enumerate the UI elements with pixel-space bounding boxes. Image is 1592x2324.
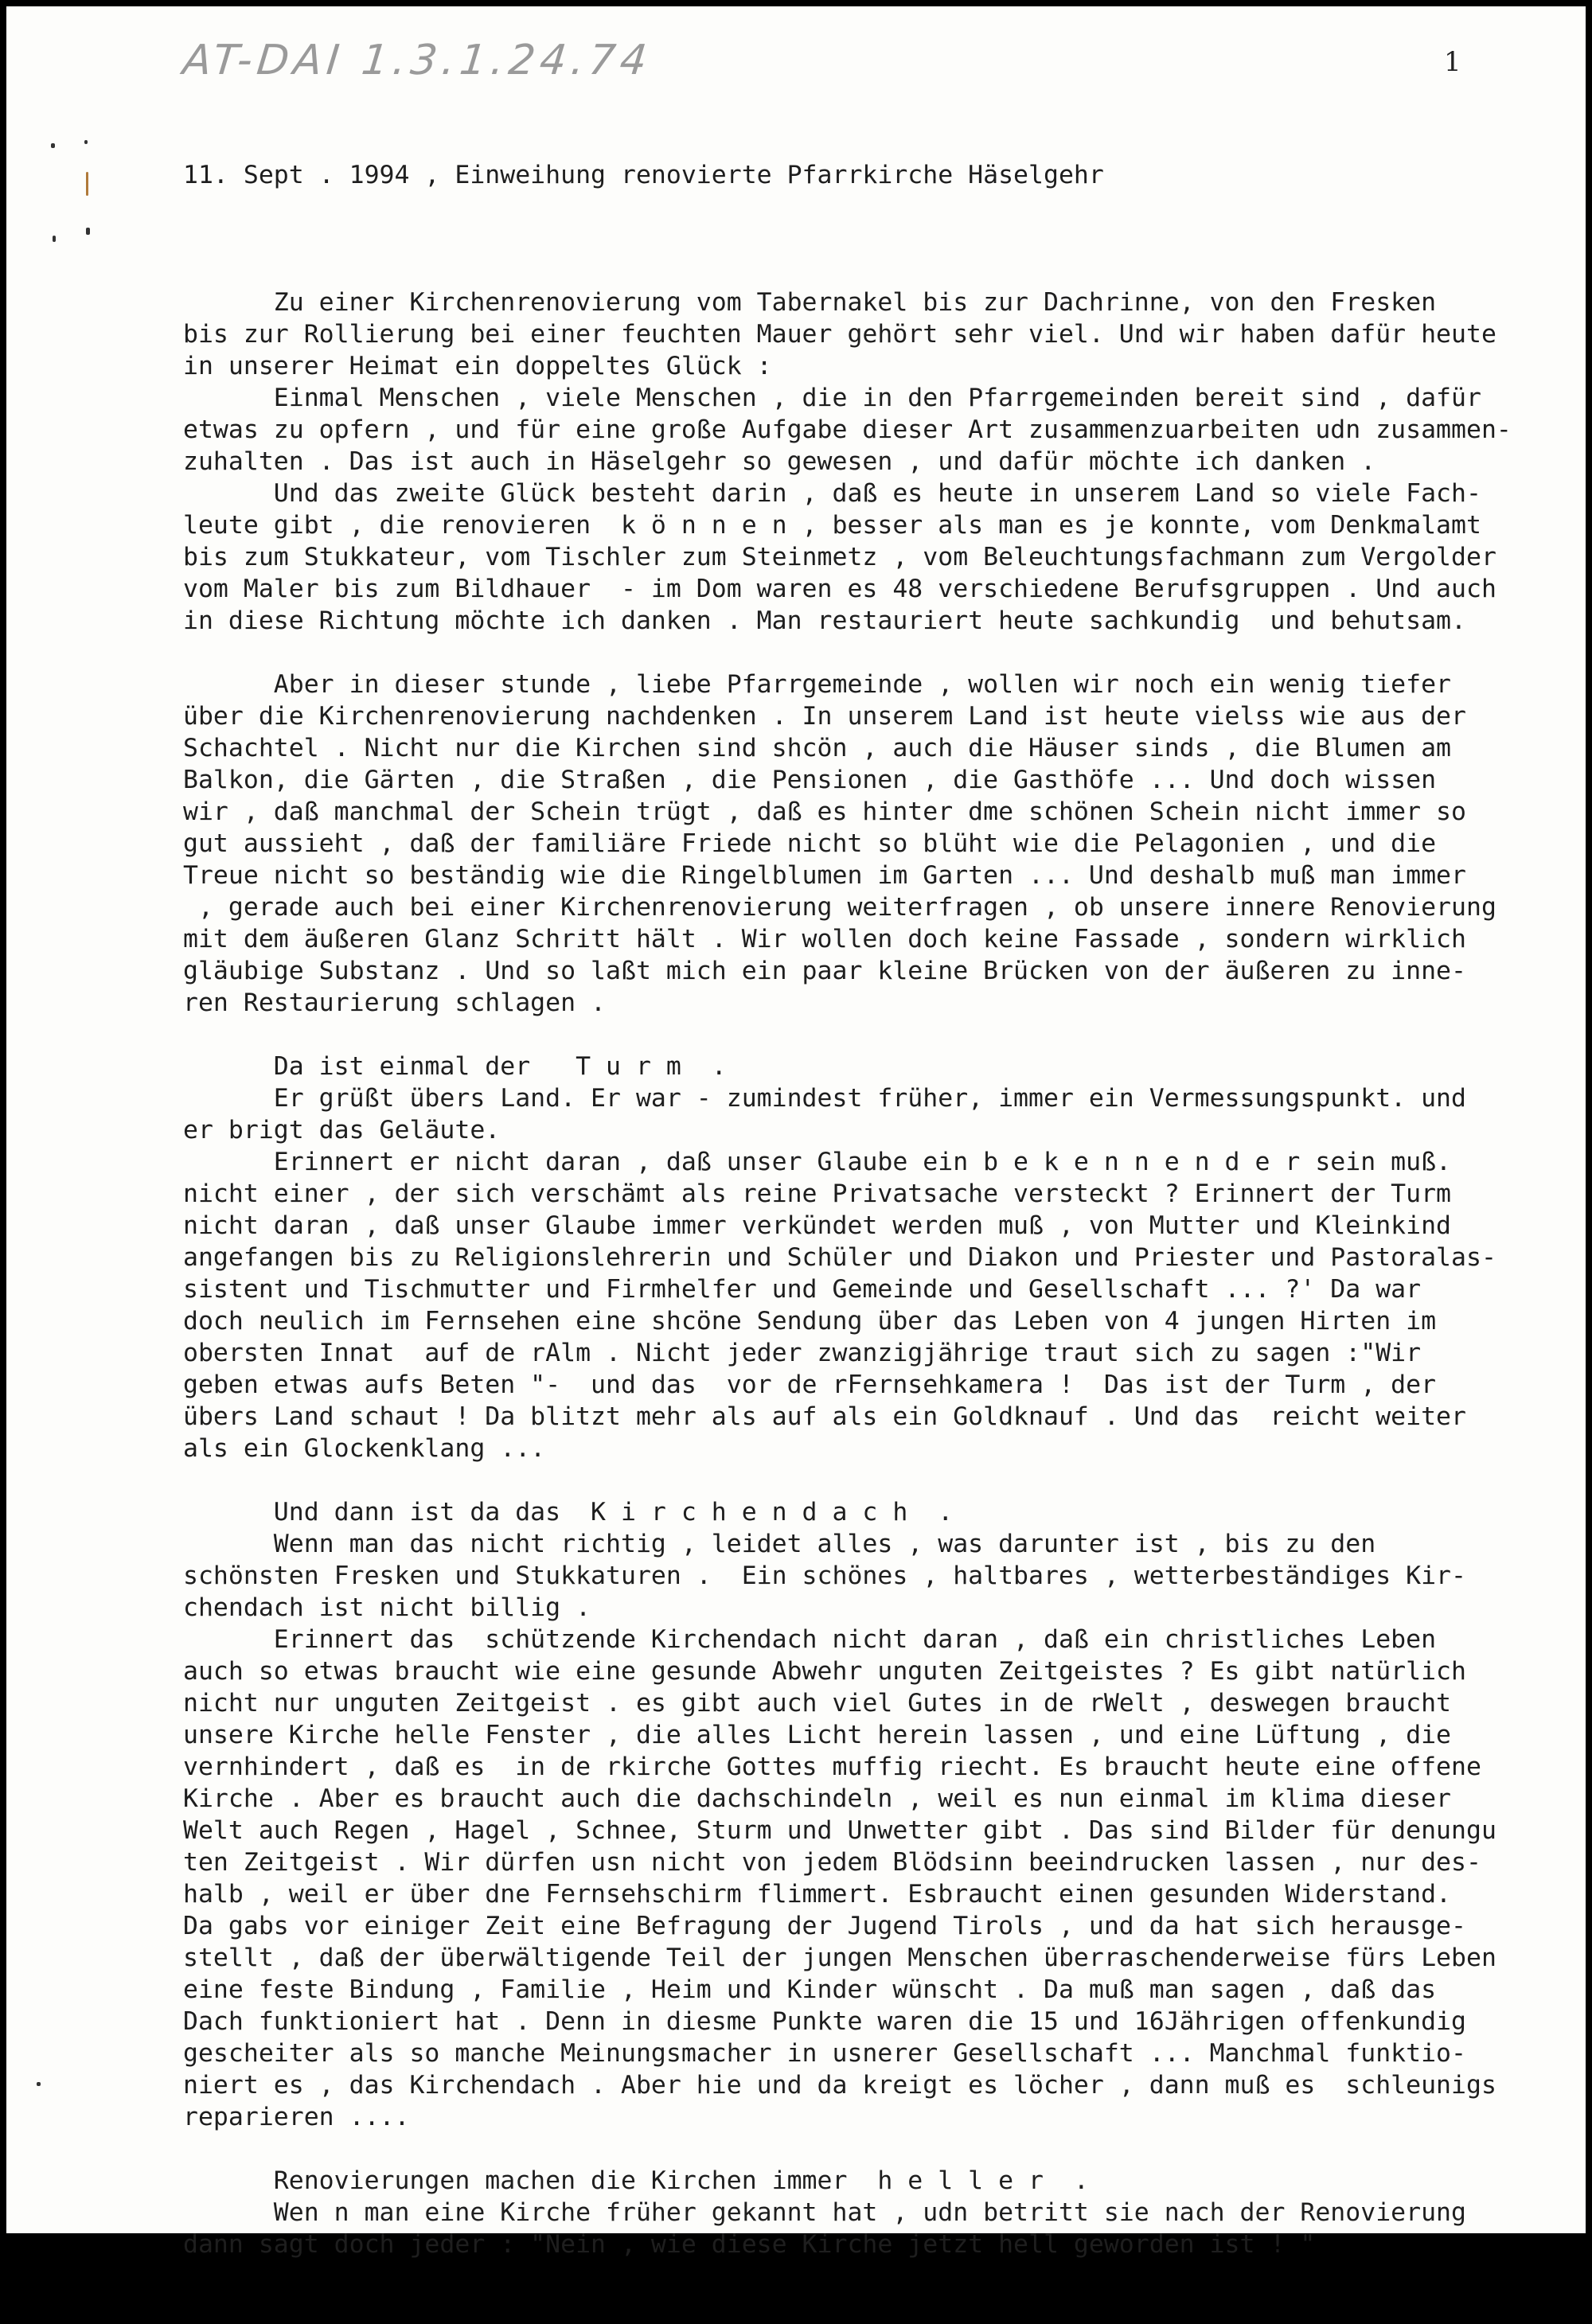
margin-mark [51,143,55,148]
text-line: sistent und Tischmutter und Firmhelfer und Gemeinde und Gesellschaft ... ?' Da war [183,1275,1422,1304]
text-line: Renovierungen machen die Kirchen immer h e l l e r . [183,2166,1089,2195]
text-line: Treue nicht so beständig wie die Ringelblumen im Garten ... Und deshalb muß man immer [183,861,1466,890]
text-line: nicht daran , daß unser Glaube immer verkündet werden muß , von Mutter und Kleinkind [183,1211,1452,1240]
text-line: in diese Richtung möchte ich danken . Man restauriert heute sachkundig und behutsam. [183,606,1466,635]
text-line: geben etwas aufs Beten "- und das vor de rFernsehkamera ! Das ist der Turm , der [183,1371,1437,1399]
margin-mark [86,228,90,235]
text-line: Kirche . Aber es braucht auch die dachschindeln , weil es nun einmal im klima dieser [183,1784,1452,1813]
text-line: doch neulich im Fernsehen eine shcöne Sendung über das Leben von 4 jungen Hirten im [183,1307,1437,1336]
page-number: 1 [1444,46,1461,78]
text-line: chendach ist nicht billig . [183,1593,591,1622]
text-line: nicht nur unguten Zeitgeist . es gibt auch viel Gutes in de rWelt , deswegen braucht [183,1689,1452,1718]
blank-line [183,1019,1584,1051]
text-line: gut aussieht , daß der familiäre Friede nicht so blüht wie die Pelagonien , und die [183,829,1437,858]
text-line: vernhindert , daß es in de rkirche Gottes muffig riecht. Es braucht heute eine offene [183,1753,1481,1781]
text-line: Und das zweite Glück besteht darin , daß es heute in unserem Land so viele Fach- [183,479,1481,508]
margin-mark [84,140,88,144]
text-line: Und dann ist da das K i r c h e n d a c h . [183,1498,954,1527]
text-line: wir , daß manchmal der Schein trügt , daß es hinter dme schönen Schein nicht immer so [183,797,1466,826]
text-line: etwas zu opfern , und für eine große Aufgabe dieser Art zusammenzuarbeiten udn zusammen- [183,415,1512,444]
text-line: halb , weil er über dne Fernsehschirm flimmert. Esbraucht einen gesunden Widerstand. [183,1880,1452,1909]
text-line: dann sagt doch jeder : "Nein , wie diese Kirche jetzt hell geworden ist ! " [183,2230,1316,2259]
text-line: in unserer Heimat ein doppeltes Glück : [183,352,772,380]
text-line: über die Kirchenrenovierung nachdenken . In unserem Land ist heute vielss wie aus der [183,702,1466,731]
margin-mark [37,2082,41,2086]
text-line: unsere Kirche helle Fenster , die alles Licht herein lassen , und eine Lüftung , die [183,1721,1452,1749]
blank-line [183,255,1584,287]
body-lines [183,255,1584,2260]
text-line: angefangen bis zu Religionslehrerin und Schüler und Diakon und Priester und Pastoralas- [183,1243,1496,1272]
document-body [183,96,1584,2324]
archive-reference-handwritten: AT-DAI 1.3.1.24.74 [180,37,654,84]
text-line: niert es , das Kirchendach . Aber hie und da kreigt es löcher , dann muß es schleunigs [183,2071,1496,2100]
text-line: Erinnert er nicht daran , daß unser Glaube ein b e k e n n e n d e r sein muß. [183,1148,1452,1176]
text-line: bis zur Rollierung bei einer feuchten Mauer gehört sehr viel. Und wir haben dafür heute [183,320,1496,349]
text-line: Balkon, die Gärten , die Straßen , die Pensionen , die Gasthöfe ... Und doch wissen [183,766,1437,794]
margin-mark [53,236,56,242]
text-line: Wen n man eine Kirche früher gekannt hat , udn betritt sie nach der Renovierung [183,2198,1466,2227]
text-line: Welt auch Regen , Hagel , Schnee, Sturm und Unwetter gibt . Das sind Bilder für denungu [183,1816,1496,1845]
text-line: obersten Innat auf de rAlm . Nicht jeder zwanzigjährige traut sich zu sagen :"Wir [183,1339,1422,1367]
text-line: bis zum Stukkateur, vom Tischler zum Steinmetz , vom Beleuchtungsfachmann zum Vergolder [183,543,1496,571]
text-line: leute gibt , die renovieren k ö n n e n , besser als man es je konnte, vom Denkmalamt [183,511,1481,540]
text-line: eine feste Bindung , Familie , Heim und Kinder wünscht . Da muß man sagen , daß das [183,1975,1437,2004]
document-heading: 11. Sept . 1994 , Einweihung renovierte Pfarrkirche Häselgehr [183,161,1104,189]
text-line: als ein Glockenklang ... [183,1434,546,1463]
text-line: zuhalten . Das ist auch in Häselgehr so gewesen , und dafür möchte ich danken . [183,447,1376,476]
text-line: stellt , daß der überwältigende Teil der jungen Menschen überraschenderweise fürs Leben [183,1944,1496,1972]
text-line: Einmal Menschen , viele Menschen , die in den Pfarrgemeinden bereit sind , dafür [183,384,1481,412]
text-line: Da ist einmal der T u r m . [183,1052,727,1081]
text-line: übers Land schaut ! Da blitzt mehr als auf als ein Goldknauf . Und das reicht weiter [183,1402,1466,1431]
text-line: vom Maler bis zum Bildhauer - im Dom waren es 48 verschiedene Berufsgruppen . Und auch [183,575,1496,603]
text-line: schönsten Fresken und Stukkaturen . Ein schönes , haltbares , wetterbeständiges Kir- [183,1562,1466,1590]
text-line: gläubige Substanz . Und so laßt mich ein paar kleine Brücken von der äußeren zu inne- [183,957,1466,985]
text-line: reparieren .... [183,2103,410,2131]
blank-line [183,637,1584,669]
text-line: mit dem äußeren Glanz Schritt hält . Wir wollen doch keine Fassade , sondern wirklich [183,925,1466,953]
text-line: , gerade auch bei einer Kirchenrenovierung weiterfragen , ob unsere innere Renovierung [183,893,1496,922]
text-line: gescheiter als so manche Meinungsmacher in usnerer Gesellschaft ... Manchmal funktio- [183,2039,1466,2068]
text-line: Zu einer Kirchenrenovierung vom Tabernakel bis zur Dachrinne, von den Fresken [183,288,1437,317]
text-line: er brigt das Geläute. [183,1116,501,1144]
text-line: Er grüßt übers Land. Er war - zumindest früher, immer ein Vermessungspunkt. und [183,1084,1466,1113]
text-line: auch so etwas braucht wie eine gesunde Abwehr unguten Zeitgeistes ? Es gibt natürlich [183,1657,1466,1686]
text-line: nicht einer , der sich verschämt als reine Privatsache versteckt ? Erinnert der Turm [183,1180,1452,1208]
text-line: Aber in dieser stunde , liebe Pfarrgemeinde , wollen wir noch ein wenig tiefer [183,670,1452,699]
text-line: Schachtel . Nicht nur die Kirchen sind shcön , auch die Häuser sinds , die Blumen am [183,734,1452,762]
text-line: Erinnert das schützende Kirchendach nicht daran , daß ein christliches Leben [183,1625,1437,1654]
text-line: Dach funktioniert hat . Denn in diesme Punkte waren die 15 und 16Jährigen offenkundig [183,2007,1466,2036]
text-line: ten Zeitgeist . Wir dürfen usn nicht von jedem Blödsinn beeindrucken lassen , nur des- [183,1848,1481,1877]
margin-mark [86,172,88,196]
text-line: ren Restaurierung schlagen . [183,988,607,1017]
blank-line [183,2133,1584,2165]
document-page [6,6,1586,2259]
blank-line [183,1464,1584,1496]
text-line: Wenn man das nicht richtig , leidet alles , was darunter ist , bis zu den [183,1530,1376,1558]
text-line: Da gabs vor einiger Zeit eine Befragung der Jugend Tirols , und da hat sich herausge- [183,1912,1466,1940]
